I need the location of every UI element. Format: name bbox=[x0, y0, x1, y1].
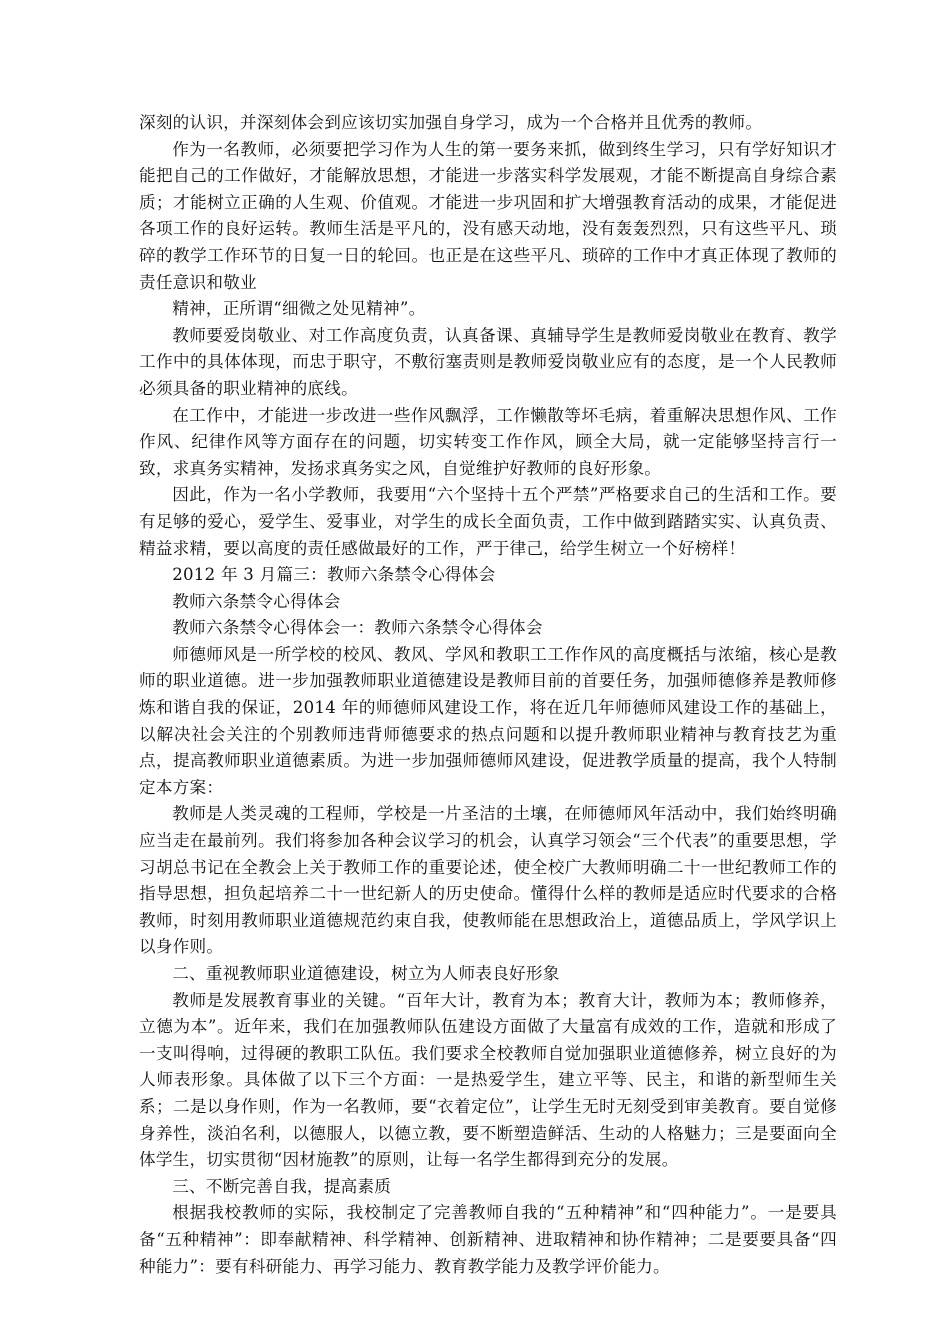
document-body bbox=[139, 110, 837, 1280]
paragraph-spirit: 精神，正所谓“细微之处见精神”。 bbox=[172, 299, 426, 319]
paragraph-dedication: 教师要爱岗敬业、对工作高度负责，认真备课、真辅导学生是教师爱岗敬业在教育、教学工作中的具体体现，而忠于职守，不敷衍塞责则是教师爱岗敬业应有的态度，是一个人民教师必须具备的职业精神的底线。 bbox=[139, 325, 837, 398]
paragraph-conclusion: 因此，作为一名小学教师，我要用“六个坚持十五个严禁”严格要求自己的生活和工作。要有足够的爱心，爱学生、爱事业，对学生的成长全面负责，工作中做到踏踏实实、认真负责、精益求精，要以高度的责任感做最好的工作，严于律己，给学生树立一个好榜样！ bbox=[139, 485, 837, 558]
heading-three: 三、不断完善自我，提高素质 bbox=[172, 1176, 392, 1196]
section-date-heading: 2012 年 3 月篇三：教师六条禁令心得体会 bbox=[172, 565, 496, 585]
paragraph-teacher-ethics: 师德师风是一所学校的校风、教风、学风和教职工工作作风的高度概括与浓缩，核心是教师的职业道德。进一步加强教师职业道德建设是教师目前的首要任务，加强师德修养是教师修炼和谐自我的保证，2014 年的师德师风建设工作，将在近几年师德师风建设工作的基础上，以解决社会关注的个别教师违背师德要求的热点问题和以提升教师职业精神与教育技艺为重点，提高教师职业道德素质。为进一步加强师德师风建设，促进教学质量的提高，我个人特制定本方案： bbox=[139, 644, 837, 797]
paragraph-key-role: 教师是发展教育事业的关键。“百年大计，教育为本；教育大计，教师为本；教师修养，立德为本”。近年来，我们在加强教师队伍建设方面做了大量富有成效的工作，造就和形成了一支叫得响，过得硬的教职工队伍。我们要求全校教师自觉加强职业道德修养，树立良好的为人师表形象。具体做了以下三个方面：一是热爱学生，建立平等、民主，和谐的新型师生关系；二是以身作则，作为一名教师，要“衣着定位”，让学生无时无刻受到审美教育。要自觉修身养性，淡泊名利，以德服人，以德立教，要不断塑造鲜活、生动的人格魅力；三是要面向全体学生，切实贯彻“因材施教”的原则，让每一名学生都得到充分的发展。 bbox=[139, 990, 837, 1170]
paragraph-five-spirits: 根据我校教师的实际，我校制定了完善教师自我的“五种精神”和“四种能力”。一是要具备“五种精神”：即奉献精神、科学精神、创新精神、进取精神和协作精神；二是要要具备“四种能力”：要有科研能力、再学习能力、教育教学能力及教学评价能力。 bbox=[139, 1203, 837, 1276]
paragraph-lifelong-learning: 作为一名教师，必须要把学习作为人生的第一要务来抓，做到终生学习，只有学好知识才能把自己的工作做好，才能解放思想，才能进一步落实科学发展观，才能不断提高自身综合素质；才能树立正确的人生观、价值观。才能进一步巩固和扩大增强教育活动的成果，才能促进各项工作的良好运转。教师生活是平凡的，没有感天动地，没有轰轰烈烈，只有这些平凡、琐碎的教学工作环节的日复一日的轮回。也正是在这些平凡、琐碎的工作中才真正体现了教师的责任意识和敬业 bbox=[139, 139, 837, 292]
heading-two: 二、重视教师职业道德建设，树立为人师表良好形象 bbox=[172, 964, 560, 983]
paragraph-continuation: 深刻的认识，并深刻体会到应该切实加强自身学习，成为一个合格并且优秀的教师。 bbox=[139, 113, 763, 132]
paragraph-work-style: 在工作中，才能进一步改进一些作风飘浮，工作懒散等坏毛病，着重解决思想作风、工作作风、纪律作风等方面存在的问题，切实转变工作作风，顾全大局，就一定能够坚持言行一致，求真务实精神，发扬求真务实之风，自觉维护好教师的良好形象。 bbox=[139, 405, 837, 478]
section-subtitle: 教师六条禁令心得体会一：教师六条禁令心得体会 bbox=[172, 618, 543, 638]
section-title: 教师六条禁令心得体会 bbox=[172, 591, 341, 611]
paragraph-soul-engineer: 教师是人类灵魂的工程师，学校是一片圣洁的土壤，在师德师风年活动中，我们始终明确应当走在最前列。我们将参加各种会议学习的机会，认真学习领会“三个代表”的重要思想，学习胡总书记在全教会上关于教师工作的重要论述，使全校广大教师明确二十一世纪教师工作的指导思想，担负起培养二十一世纪新人的历史使命。懂得什么样的教师是适应时代要求的合格教师，时刻用教师职业道德规范约束自我，使教师能在思想政治上，道德品质上，学风学识上以身作则。 bbox=[139, 804, 837, 957]
